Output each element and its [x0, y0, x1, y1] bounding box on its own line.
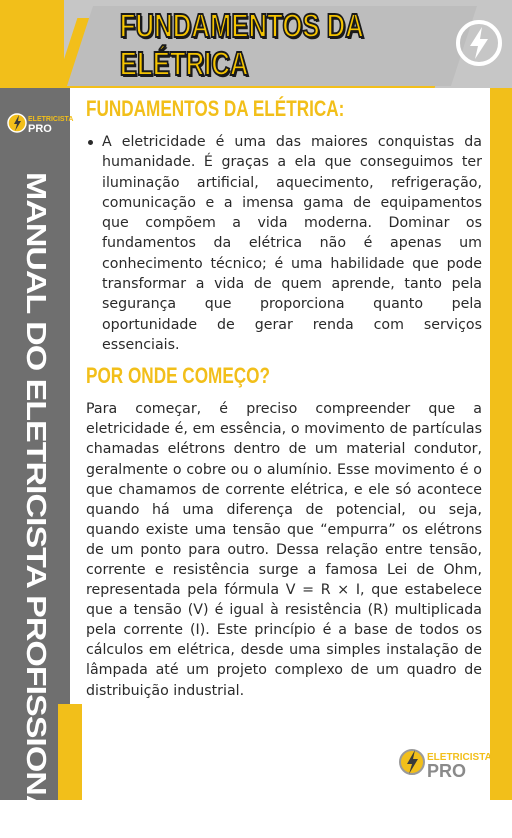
intro-bullet: A eletricidade é uma das maiores conquistas da humanidade. É graças a ela que conseguimos ter iluminação artificial, aquecimento, refrigeração, comunicação e a imensa gama de equipamentos que compõem a vida moderna. Dominar os fundamentos da elétrica não é apenas um conhecimento técnico; é uma habilidade que pode transformar a vida de quem aprende, tanto pela segurança que proporciona quanto pela oportunidade de gerar renda com serviços essenciais.	[102, 132, 482, 355]
vertical-book-title	[8, 172, 62, 838]
vertical-title-text: MANUAL DO ELETRICISTA PROFISSIONAL	[19, 172, 51, 838]
bottom-accent-block	[58, 704, 82, 800]
intro-list	[86, 132, 482, 355]
lightning-icon	[454, 18, 504, 68]
footer-logo	[398, 742, 490, 782]
body-paragraph: Para começar, é preciso compreender que a eletricidade é, em essência, o movimento de partículas chamadas elétrons dentro de um material condutor, geralmente o cobre ou o alumínio. Esse movimento é o que chamamos de corrente elétrica, e ele só acontece quando há uma diferença de potencial, ou seja, quando existe uma tensão que “empurra” os elétrons de um ponto para outro. Dessa relação entre tensão, corrente e resistência surge a famosa Lei de Ohm, representada pela fórmula V = R × I, que estabelece que a tensão (V) é igual à resistência (R) multiplicada pela corrente (I). Este princípio é a base de todos os cálculos em elétrica, desde uma simples instalação de lâmpada até um projeto complexo de um quadro de distribuição industrial.	[86, 401, 482, 699]
page-title: FUNDAMENTOS DA ELÉTRICA	[119, 7, 363, 82]
footer-logo-top-text: ELETRICISTA	[427, 752, 492, 763]
section-heading-fundamentos: FUNDAMENTOS DA ELÉTRICA:	[86, 96, 345, 121]
logo-bottom-text: PRO	[28, 123, 52, 135]
logo-top-text: ELETRICISTA	[28, 116, 74, 123]
section-por-onde	[86, 363, 482, 700]
section-heading-por-onde: POR ONDE COMEÇO?	[86, 363, 271, 389]
right-accent-stripe	[490, 88, 512, 800]
main-content	[86, 96, 482, 701]
eletricista-pro-logo	[6, 110, 74, 136]
footer-logo-bottom-text: PRO	[427, 761, 467, 781]
